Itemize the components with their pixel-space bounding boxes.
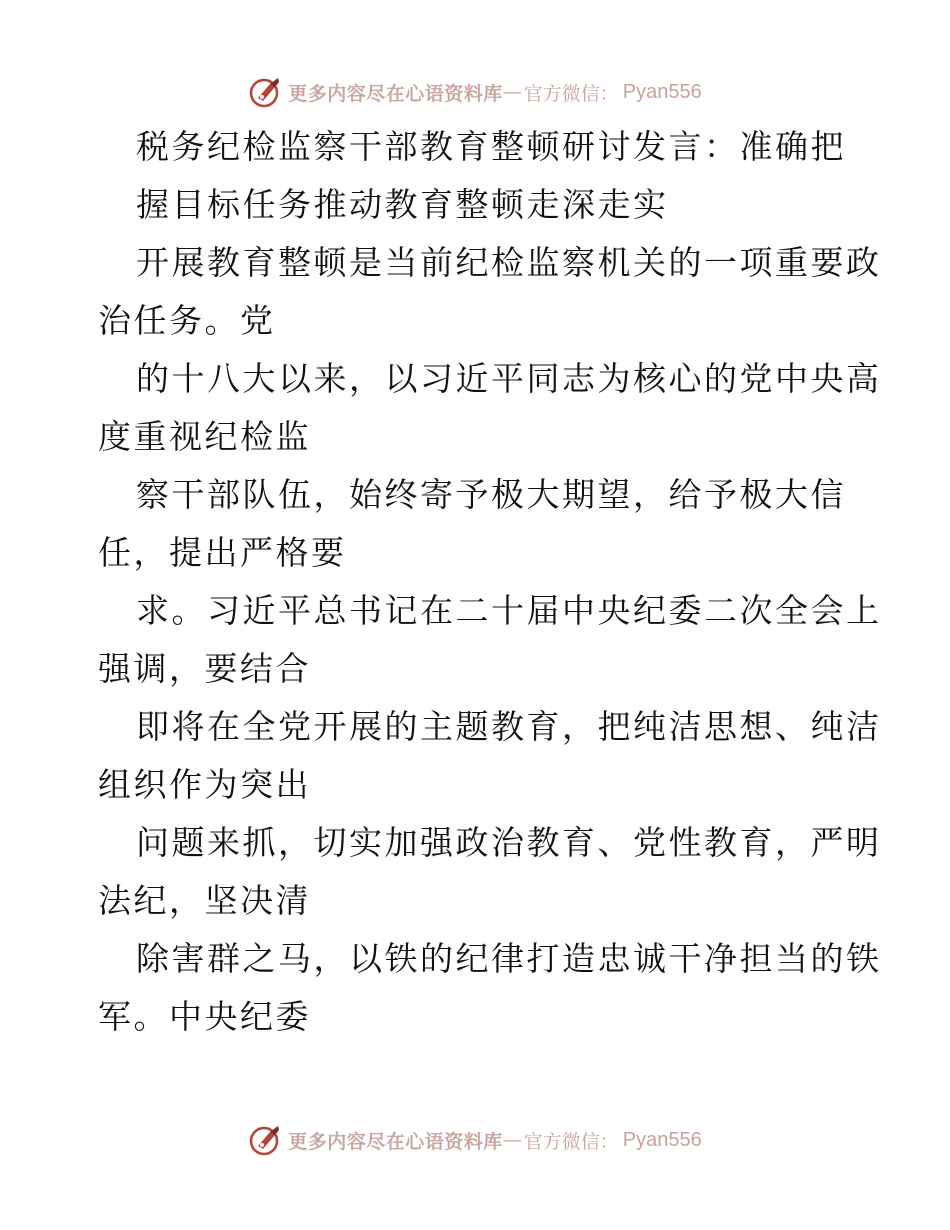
paragraph-line: 察干部队伍，始终寄予极大期望，给予极大信 [136,475,846,514]
watermark-wechat-label: 官方微信： [523,1130,619,1153]
paragraph-line: 开展教育整顿是当前纪检监察机关的一项重要政 [136,243,882,282]
paragraph-line: 求。习近平总书记在二十届中央纪委二次全会上 [136,591,882,630]
paragraph-line: 除害群之马，以铁的纪律打造忠诚干净担当的铁 [136,939,882,978]
watermark-wechat-id: Pyan556 [622,80,702,103]
paragraph-line: 问题来抓，切实加强政治教育、党性教育，严明 [136,823,882,862]
watermark-group [248,74,702,110]
paragraph-line: 任，提出严格要 [98,533,347,572]
watermark-wechat-id: Pyan556 [622,1128,702,1151]
paragraph-line: 治任务。党 [98,301,276,340]
pen-logo-icon [248,1122,284,1158]
paragraph-line: 组织作为突出 [98,765,311,804]
paragraph-line: 强调，要结合 [98,649,311,688]
footer-watermark-banner [0,1120,950,1160]
watermark-wechat-label: 官方微信： [523,82,619,105]
document-body [98,118,882,1046]
document-title-line: 握目标任务推动教育整顿走深走实 [136,185,669,224]
document-title-line: 税务纪检监察干部教育整顿研讨发言：准确把 [136,127,846,166]
pen-logo-icon [248,74,284,110]
header-watermark-banner [0,72,950,112]
watermark-site-text: 更多内容尽在心语资料库 [288,82,503,105]
paragraph-line: 度重视纪检监 [98,417,311,456]
watermark-group [248,1122,702,1158]
watermark-separator: — [502,1129,522,1151]
paragraph-line: 法纪，坚决清 [98,881,311,920]
paragraph-line: 军。中央纪委 [98,997,311,1036]
paragraph-line: 的十八大以来，以习近平同志为核心的党中央高 [136,359,882,398]
watermark-site-text: 更多内容尽在心语资料库 [288,1130,503,1153]
paragraph-line: 即将在全党开展的主题教育，把纯洁思想、纯洁 [136,707,882,746]
watermark-separator: — [502,81,522,103]
